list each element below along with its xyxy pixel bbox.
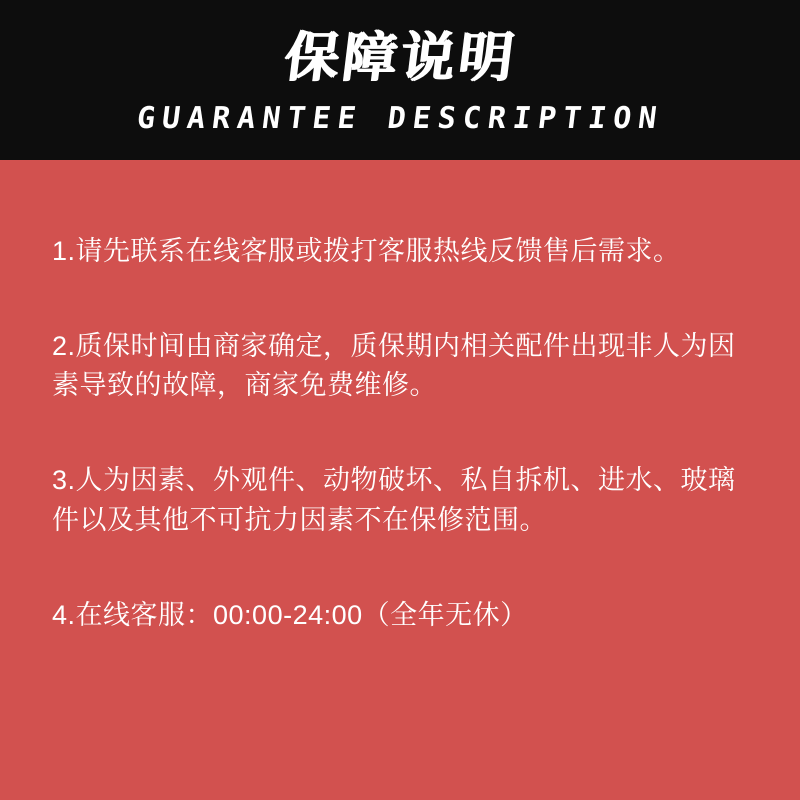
clause-item: 4.在线客服：00:00-24:00（全年无休） (52, 599, 528, 630)
page-header (0, 0, 800, 160)
page-title-chinese: 保障说明 (280, 28, 520, 89)
clause-item: 2.质保时间由商家确定，质保期内相关配件出现非人为因素导致的故障，商家免费维修。 (52, 331, 736, 401)
clause-item: 1.请先联系在线客服或拨打客服热线反馈售后需求。 (52, 236, 681, 266)
clause-list (0, 160, 800, 800)
clause-item: 3.人为因素、外观件、动物破坏、私自拆机、进水、玻璃件以及其他不可抗力因素不在保修范围。 (52, 465, 736, 535)
page-title-english: GUARANTEE DESCRIPTION (134, 100, 666, 136)
